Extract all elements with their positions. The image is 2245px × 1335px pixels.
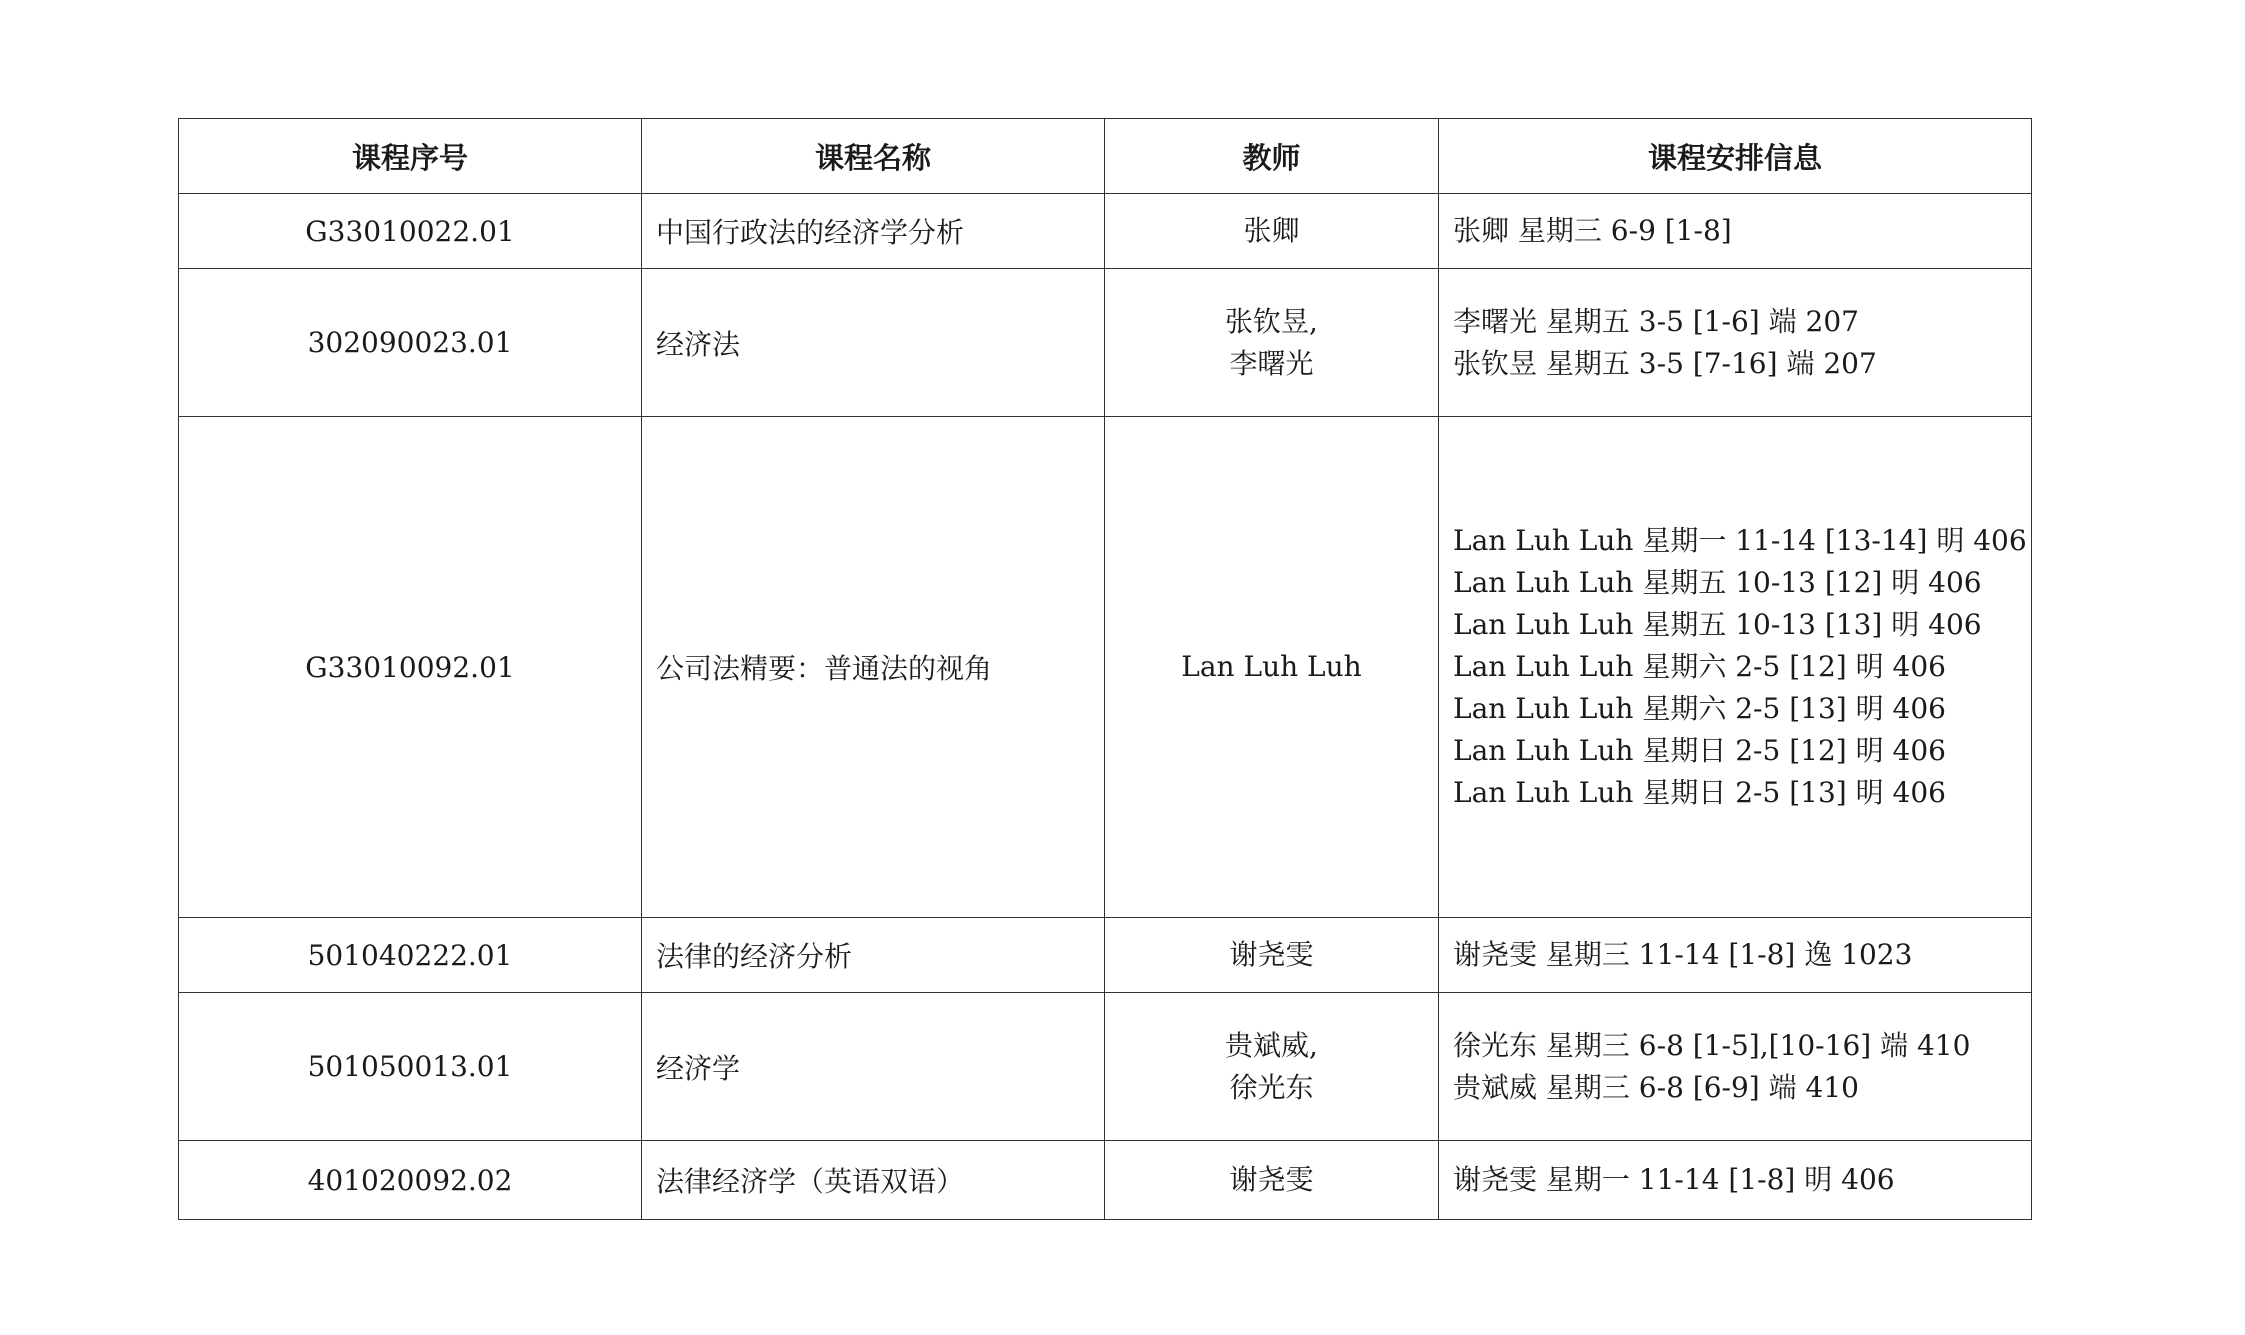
teacher-name: 谢尧雯	[1229, 1163, 1314, 1196]
course-name: 公司法精要：普通法的视角	[656, 652, 993, 685]
schedule-cell	[1439, 993, 2032, 1141]
teacher-cell	[1105, 194, 1439, 269]
teacher-name: 谢尧雯	[1229, 938, 1314, 971]
course-name: 法律经济学（英语双语）	[656, 1165, 965, 1198]
schedule-line: Lan Luh Luh 星期六 2-5 [13] 明 406	[1453, 692, 1946, 725]
table-header-row	[179, 119, 2032, 194]
teacher-cell	[1105, 918, 1439, 993]
table-row	[179, 918, 2032, 993]
teacher-name: 张卿	[1243, 214, 1300, 247]
teacher-cell	[1105, 417, 1439, 918]
course-id-cell	[179, 918, 642, 993]
schedule-cell	[1439, 417, 2032, 918]
schedule-cell	[1439, 269, 2032, 417]
course-schedule-table	[178, 118, 2032, 1220]
teacher-cell	[1105, 993, 1439, 1141]
table-row	[179, 194, 2032, 269]
course-name-cell	[642, 417, 1105, 918]
course-id: 501040222.01	[307, 938, 513, 972]
course-id-cell	[179, 194, 642, 269]
header-course-id: 课程序号	[179, 119, 642, 194]
course-name: 经济学	[656, 1051, 741, 1085]
teacher-cell	[1105, 269, 1439, 417]
schedule-line: 谢尧雯 星期三 11-14 [1-8] 逸 1023	[1453, 938, 1913, 971]
schedule-line: 张卿 星期三 6-9 [1-8]	[1453, 214, 1732, 247]
table-row	[179, 1141, 2032, 1220]
schedule-cell	[1439, 194, 2032, 269]
course-id-cell	[179, 417, 642, 918]
course-id: 501050013.01	[307, 1050, 513, 1083]
course-name-cell	[642, 918, 1105, 993]
teacher-name: 张钦昱,	[1225, 304, 1318, 338]
table-row	[179, 417, 2032, 918]
schedule-line: Lan Luh Luh 星期六 2-5 [12] 明 406	[1453, 650, 1946, 683]
course-name-cell	[642, 269, 1105, 417]
schedule-cell	[1439, 1141, 2032, 1220]
course-id: G33010022.01	[305, 214, 515, 248]
course-name-cell	[642, 194, 1105, 269]
schedule-line: Lan Luh Luh 星期一 11-14 [13-14] 明 406	[1453, 524, 2027, 557]
course-id-cell	[179, 269, 642, 417]
schedule-line: Lan Luh Luh 星期五 10-13 [12] 明 406	[1453, 566, 1982, 599]
teacher-name: 贵斌威,	[1225, 1028, 1318, 1062]
schedule-line: 张钦昱 星期五 3-5 [7-16] 端 207	[1453, 346, 1877, 380]
course-id: 302090023.01	[307, 326, 513, 359]
teacher-name: Lan Luh Luh	[1181, 650, 1362, 683]
schedule-line: 徐光东 星期三 6-8 [1-5],[10-16] 端 410	[1453, 1028, 1971, 1062]
header-teacher: 教师	[1105, 119, 1439, 194]
schedule-line: 贵斌威 星期三 6-8 [6-9] 端 410	[1453, 1070, 1859, 1104]
course-name: 法律的经济分析	[656, 940, 853, 973]
course-name: 中国行政法的经济学分析	[656, 216, 965, 249]
schedule-cell	[1439, 918, 2032, 993]
course-id-cell	[179, 1141, 642, 1220]
header-schedule-info: 课程安排信息	[1439, 119, 2032, 194]
header-course-name: 课程名称	[642, 119, 1105, 194]
course-name: 经济法	[656, 327, 741, 361]
course-id: 401020092.02	[307, 1163, 513, 1197]
teacher-name: 徐光东	[1229, 1070, 1314, 1104]
schedule-line: 谢尧雯 星期一 11-14 [1-8] 明 406	[1453, 1163, 1895, 1196]
course-name-cell	[642, 1141, 1105, 1220]
course-id-cell	[179, 993, 642, 1141]
schedule-line: 李曙光 星期五 3-5 [1-6] 端 207	[1453, 304, 1859, 338]
schedule-line: Lan Luh Luh 星期五 10-13 [13] 明 406	[1453, 608, 1982, 641]
teacher-cell	[1105, 1141, 1439, 1220]
table-row	[179, 269, 2032, 417]
course-name-cell	[642, 993, 1105, 1141]
teacher-name: 李曙光	[1229, 346, 1314, 380]
schedule-line: Lan Luh Luh 星期日 2-5 [13] 明 406	[1453, 776, 1946, 809]
course-id: G33010092.01	[305, 650, 515, 684]
schedule-line: Lan Luh Luh 星期日 2-5 [12] 明 406	[1453, 734, 1946, 767]
table-row	[179, 993, 2032, 1141]
